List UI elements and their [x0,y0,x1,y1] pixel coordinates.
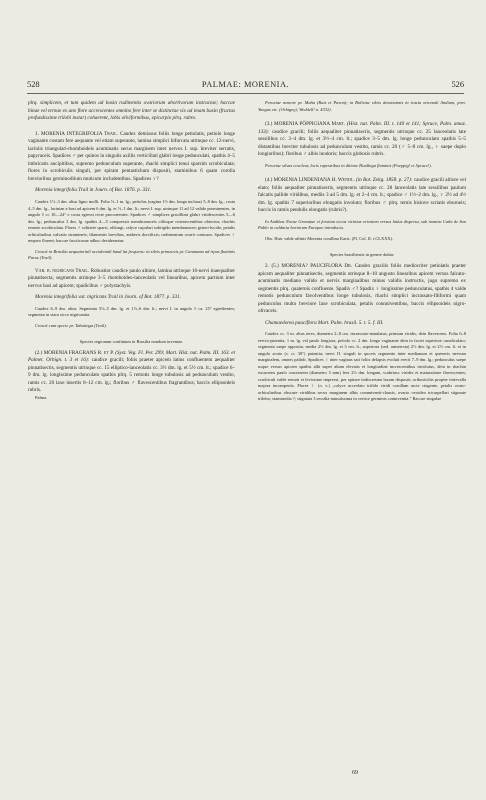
species-4-citation: (in Bot. Zeitg. 1858. p. 27): [355,177,413,184]
intro-paragraph: plrq. simplicem, et tum quidem ad basin rudimentis ovariorum abortivorum instructae; baccae binae vel ternae ex uno flore accrescentes omnino fere inter se distinctae vix ad imam basin (fructus profundissime trilobi instar) cohaerent, lobis oliviformibus, epicarpio plrq. rubro. [28,100,235,122]
species-4-diagnosis: caudice gracili altiore vel elato; foliis aequaliter pinnatisectis, segmentis utrinque cc. 28 lanceolatis late sessilibus paulum falcatis pallide viridibus, mediis 3 ad 5 dm. lg. et 2–4 cm. lt.; spadice ♂ 1½–2 dm. lg., ♀ 2½ ad 4½ dm. lg. spathis 7 superioribus elongatis involuto; floribus ♂ plrq. ternis bisinve scriatis eburneis; baccis in ramis pendulis elongatis (rubris?). [258,177,466,214]
species-2-locality: Palma. [35,394,48,400]
species-1-diagnosis: Caudex demissus foliis longe petiolatis, petiolo longe vaginante costam fere aequante vel etiam superante, lamina simplici bifurcata utrinque cc. 12-nervi, laciniis triangulari-rhomboideis acuminatis secus marginem inter nervos I. sup. breviter serratis, papyraceis. Spadices ♂ per quinos in singulis axillis verticillati glabri longe pedunculati, spathis 4–5 imbricatis ancipitibus, supremo pedunculum superante, rhachi simplici tenui sparsim scrobiculata; flores in scrobiculis singuli, per spiram pentastichum dispositi, staminibus 6 quam corolla brevioribus germinodiium muticum includentibus. Spadices ♀? [28,130,235,182]
species-5-diagnosis: Candex gracilis foliis mediocriter petiolatis praeter apicem aequaliter pinnatisectis, segmentis utrinque 8–10 angusto linearibus apicem versus falcato-acuminatis mediano valido et nervis marginalibus minus validis instructis, jugo supremo ex segmentis plrq. quaternis confluente. Spadix ♂? Spadix ♀ longissime pedunculatus, spathis 4 valde remotis pedunculum favolventibus longe tubulosis, rhachi simplici incrassato-filiformi quam pedunculus multo breviore laxe scrobiculata, petalis connniventibus, baccis ellipsoideis nigro-olivaceis. [258,262,466,315]
species-1-citation: Morenia integrifolia Trail in Journ. of Bot. 1876. p. 331. [35,187,152,194]
variety-diagnosis: Robustior caudice paulo altiore, lamina utrinque 16-nervi inaequaliter pinnatisecta, segmentis utrinque 3–5 rhomboideo-lanceolatis vel linearibus, apicem partium inter nervos basi ad apicem; spadicibus ♂ polystachyis. [28,267,235,289]
species-4-locality: In Andibus Novae Granatae et forsitan occas vicinius orientem versus latius dispersa, sub nomine Caña de San Pablo in caldaria hortorum Europae introducta. [258,218,466,231]
species-2-citation: (Syst. Veg. Fl. Per. 299; Mart. Hist. nat. Palm. III. 163. et Palmet. Orbign. t. 3 et 16): [28,349,235,364]
variety-locality: Crescit cum specie pr. Tabatinga (Trail). [35,322,107,328]
running-title: PALMAE: MORENIA. [201,80,290,89]
species-4-heading: (4.) MORENIA LINDENIANA H. Wendl. [265,177,355,184]
variety-citation: Morenia integrifolia var. nigricans Trail in Journ. of Bot. 1877. p. 331. [35,294,181,301]
page-number-left: 528 [27,80,40,89]
species-5-heading: 2. (5.) MORENIA? PAUCIFLORA Dr. [265,262,353,269]
species-1-description: Caudex 1½–3 dm. altus ligno molli. Folia ½–1 m. lg.; petiolus (vagina 1½ dm. longa inclusa) 5–8 dm. lg., costa 4–5 dm. lg., laciniae a basi ad apicem 6 dm. lg. et ½–1 dm. lt.; nervi I. sup. utrinque 11 ad 12 valide prominentes, in angulo ≡ cc 10—24° e costa egressi recte procurrentes. Spadices ♂ simplices gracillimi glabri viridescentes 5—6 dm. lg.; pedunculus 3 dm. lg. spathis 4—5 compressis membranaceis ciliisque cinerascentibus obtectus; rhachis remote scrobiculata. Flores ♂ solitarie sparsi, oblongi, calyce cupulari subrigido membranaceo griseo-lucido, petalis orbicularibus valvatis stramineis; filamentis brevibus, antheris dorsifixis; rudimentum ovarii conicum. Spadices ♀ nequeo florent; baccae fructicosae adhuc desiderantur. [28,199,235,244]
species-4-paragraph [258,177,466,215]
species-5-citation: Chamaedorea pauciflora Mart. Palm. brasil. 5. t. 5. f. III. [265,319,384,326]
page-number-right: 526 [451,80,464,89]
species-3-diagnosis: caudice gracili; foliis aequaliter pinnatisectis, segmentis utrinque cc. 25 lanceolatis late sessilibus cc. 3–4 dm. lg. et 3½–4 cm. lt.; spadice 3–5 dm. lg. longe pedunculato spathis 5–5 distantibus breviter tubulosis ad pedunculum vestito, ramis cc. 20 (♂ 5–8 cm. lg., ♀ saepe duplo longioribus); floribus ♂ albis inodoris; baccis globosis rubris. [258,128,466,158]
species-5-description: Caudex cc. 3 m. altus teres, diametro 2–8 cm. incrassato-annulatus, primum viridis, dein flavescens. Folia 6–8 erecto-patentia, 1 m. lg. vel paulo longiora, petiolo cc. 2 dm. longo vaginante dein in faciei superiore canaliculato; segmenta saepe opposita, media 2½ dm. lg. et 3 cm. lt., superiora (sed. aniserrsia) 2½ dm. lg. et 2½ cm. lt. et in angulo acuto (s. cc 30°) patentia; nervi II. singuli in quovis segmento inter medianum et quemvis nervum marginalem, omnes paliidi. Spadices ♀ inter vaginas sati foliis delapsis evoluti erecti 7–9 dm. lg.; pedunculus saepe usque versus apicem spathis albi super aliam elevatis et longitudine increscentibus involutus, dein in rhachin excurrens paulo crassiorem (diametro 3 mm) fere 2½ dm. longam, scabriusc virides et maturatione flavescentes; scrobiculi valde remoti et levissime impressi, per spirare indiscretam laxam dispositi, orthostichis propter intervalla majora incompertis. Flores ♀ (o. v.) „calyce urceolato trifido viridi corollam arcte cingente, petalis ovato-orbicularibus obscure viridibus secus marginem albis connniventi-clausis, ovario ovoideo tricarpellari stigmate trilobo; staminodia ?; stigmata 3 sessilia minutissima in vertice germinis conniventia.” Baccae singulae [258,331,466,402]
variety-description: Caudex 6–9 dm. altus. Segmenta 3½–5 dm. lg. et 1½–6 dm. lt.; nervi I. in angulo ≡ ca. 25° egredientes; segmenta in statu sicco nigricantia. [28,305,235,318]
species-3-citation: (Hist. nat. Palm. III. t. 140 et 141; Spruce, Palm. amaz. 133): [258,121,466,135]
variety-paragraph [28,268,235,291]
species-3-heading: (3.) MORENIA PÖPPIGIANA Mart. [265,121,346,127]
species-3-locality: Peruviae silvas coveleur, locis rupestribus in ditione Huallaga fluminis (Poeppig! et Spruce!). [265,162,432,168]
folio-number: 69 [352,770,358,776]
section-heading-left: Species regionum confinium in Brasilia nondum inventae. [79,339,184,345]
species-5-paragraph [258,263,466,316]
species-1-heading: 1. MORENIA INTEGRIFOLIA Trail. [35,130,118,137]
species-2-paragraph [28,350,235,395]
running-header [27,80,464,92]
header-rule [27,93,464,94]
section-heading-right: Species brasiliensis in genere dubia: [329,252,395,258]
observation-note: Obs. Huic valde affinis Morenia corallina Karst. (Fl. Col. II. t.CLXXX). [265,235,394,241]
species-2-range: Peruviae nemore pr. Muña (Ruiz et Pavon); in Boliviae silvis densissimis in tractu orientali Andium, prov. Yungas etc. (Orbigny), Weddell! n. 4332). [258,100,466,112]
species-2-diagnosis: caudice gracili; foliis praeter apicem latius confluentem aequaliter pinnatisectis, segmentis utrinque cc. 15 elliptico-lanceolatis cc. 3½ dm. lg. et 5½ cm. lt.; spadice 6–9 dm. lg. longissime pedunculato spathis plrq. 5 remotis longe tubulosis ad pedunculum vestito, ramis cc. 20 laxe insertis 8–12 cm. lg.; floribus ♂ flavescentibus fragrantibus; baccis ellipsoideis rubris. [28,357,235,394]
species-1-locality: Crescit in Brasilia aequatoriali occidentali haud ita frequens: in silvis primaevis pr. Canutama ad ripas fluminis Purus (Trail). [28,248,235,261]
left-column [28,100,235,401]
variety-heading: Var. β. nigricans Trail. [35,267,90,274]
species-2-heading: (2.) MORENIA FRAGRANS R. et P. [35,349,114,356]
species-1-paragraph [28,131,235,184]
right-column [258,100,466,403]
species-3-paragraph [258,121,466,159]
